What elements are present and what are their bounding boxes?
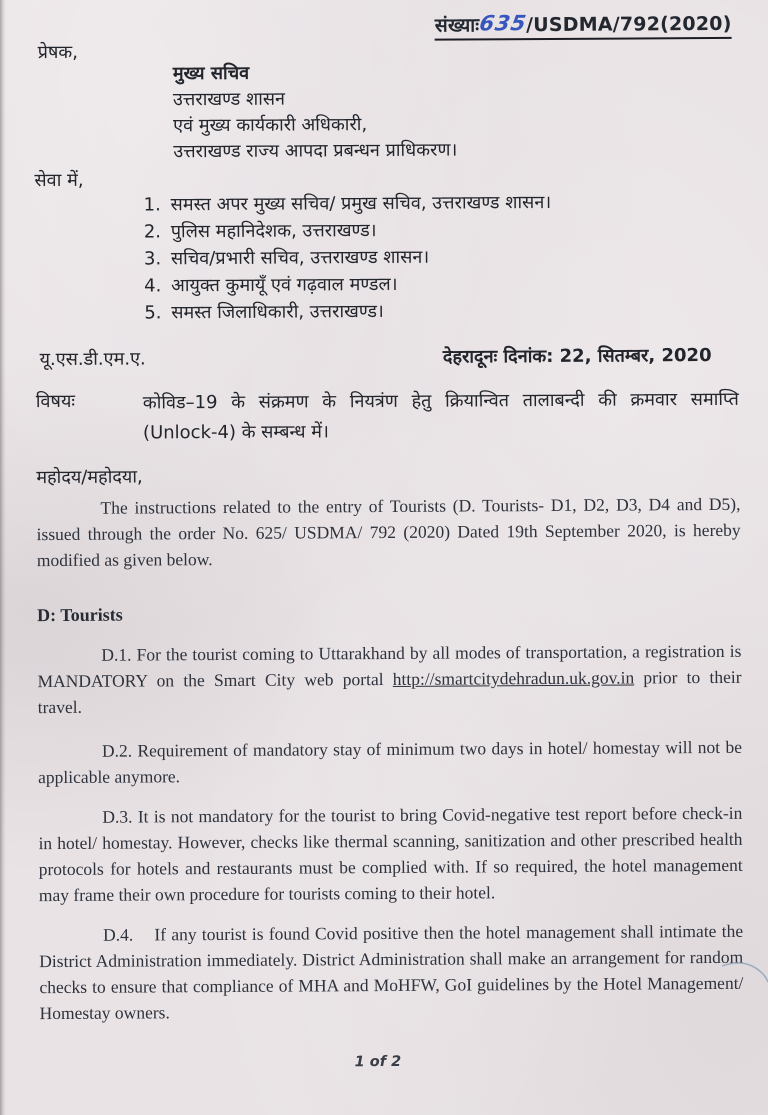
page-number: 1 of 2	[354, 1053, 402, 1071]
addressee-item	[144, 242, 739, 273]
sender-label: प्रेषक,	[37, 41, 78, 64]
subject-row	[36, 385, 740, 449]
addressee-text: सचिव/प्रभारी सचिव, उत्तराखण्ड शासन।	[170, 246, 430, 270]
addressee-text: समस्त जिलाधिकारी, उत्तराखण्ड।	[171, 300, 384, 324]
sender-block	[173, 58, 739, 165]
addressee-number: 1.	[143, 194, 161, 216]
sender-line-4: उत्तराखण्ड राज्य आपदा प्रबन्धन प्राधिकरण।	[173, 139, 458, 163]
paragraph-d2: D.2. Requirement of mandatory stay of minimum two days in hotel/ homestay will not be applicable anymore.	[38, 736, 743, 788]
salutation: महोदय/महोदया,	[36, 466, 143, 489]
addressee-item	[144, 188, 739, 219]
addressee-text: आयुक्त कुमायूँ एवं गढ़वाल मण्डल।	[171, 273, 398, 297]
paragraph-d1-text: D.1. For the tourist coming to Uttarakhand by all modes of transportation, a registration is MANDATORY on the Smart City web portal	[37, 640, 742, 692]
intro-paragraph: The instructions related to the entry of Tourists (D. Tourists- D1, D2, D3, D4 and D5), issued through the order No. 625/ USDMA/ 792 (2020) Dated 19th September 2020, is hereby modified as given below.	[36, 493, 741, 571]
section-heading: D: Tourists	[37, 604, 123, 626]
paragraph-d4: D.4. If any tourist is found Covid positive then the hotel management shall intimate the District Administration immediately. District Administration shall make an arrangement for random checks to ensure that compliance of MHA and MoHFW, GoI guidelines by the Hotel Management/ Homestay owners.	[39, 920, 744, 1024]
subject-label: विषयः	[35, 390, 76, 413]
meta-row	[35, 343, 739, 373]
addressee-number: 2.	[143, 221, 162, 243]
addressee-number: 3.	[143, 248, 162, 270]
paragraph-d3: D.3. It is not mandatory for the tourist to bring Covid-negative test report before check-in in hotel/ homestay. However, checks like thermal scanning, sanitization and other prescribed health protocols for hotels and restaurants must be complied with. If so required, the hotel management may frame their own procedure for tourists coming to their hotel.	[38, 802, 743, 906]
paragraph-d1	[37, 638, 741, 720]
addressee-item	[144, 215, 739, 246]
ref-number-handwritten: 635	[477, 11, 529, 36]
addressee-number: 4.	[144, 275, 162, 297]
addressee-number: 5.	[144, 302, 162, 324]
sender-line-1: मुख्य सचिव	[172, 62, 250, 85]
addressee-text: समस्त अपर मुख्य सचिव/ प्रमुख सचिव, उत्तराखण्ड शासन।	[170, 191, 552, 216]
addressees-label: सेवा में,	[34, 169, 84, 192]
ref-number-suffix: /USDMA/792(2020)	[525, 12, 732, 37]
ref-number-row	[33, 10, 737, 40]
org-abbreviation: यू.एस.डी.एम.ए.	[39, 348, 146, 371]
subject-text: कोविड–19 के संक्रमण के नियत्रंण हेतु क्रियान्वित तालाबन्दी की क्रमवार समाप्ति (Unlock-4) के सम्बन्ध में।	[142, 388, 739, 444]
sender-line-3: एवं मुख्य कार्यकारी अधिकारी,	[173, 114, 368, 137]
addressee-list	[144, 188, 740, 327]
place-date: देहरादूनः दिनांक: 22, सितम्बर, 2020	[442, 344, 712, 368]
addressee-item	[144, 296, 739, 327]
addressee-text: पुलिस महानिदेशक, उत्तराखण्ड।	[170, 220, 377, 243]
paragraph-d1-tail: prior to their travel.	[37, 666, 742, 718]
smartcity-url: http://smartcitydehradun.uk.gov.in	[392, 667, 635, 689]
pen-mark-line	[722, 952, 768, 992]
ref-number-prefix: संख्याः	[434, 14, 480, 37]
sender-line-2: उत्तराखण्ड शासन	[172, 88, 286, 111]
addressee-item	[144, 269, 739, 300]
ref-number	[435, 10, 732, 41]
